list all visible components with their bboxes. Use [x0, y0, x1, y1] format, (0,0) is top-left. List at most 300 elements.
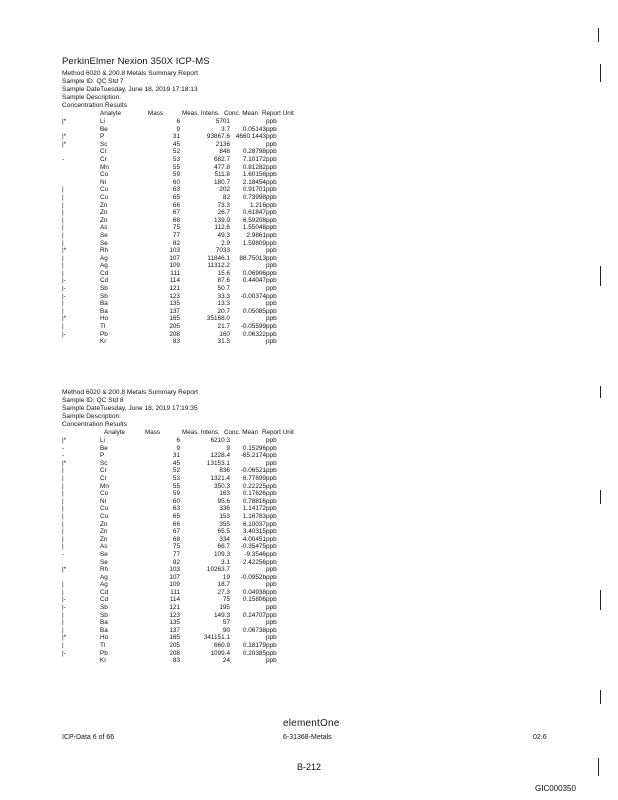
analyte-cell: Cr	[100, 474, 107, 482]
conc-cell: 1.59809	[242, 239, 266, 247]
mass-cell: 52	[172, 467, 180, 475]
row-mark: |*	[62, 634, 67, 642]
conc-cell: 0.24707	[242, 611, 266, 619]
intensity-cell: 21.7	[217, 323, 230, 331]
analyte-cell: Ag	[100, 254, 108, 262]
mass-cell: 67	[172, 209, 180, 217]
analyte-cell: Li	[100, 118, 105, 125]
table-row	[62, 596, 352, 604]
intensity-cell: 195	[219, 604, 230, 612]
mass-cell: 75	[172, 224, 180, 232]
conc-cell: 0.18179	[242, 642, 266, 650]
unit-cell: ppb	[266, 262, 277, 270]
conc-cell: 6.10037	[242, 520, 266, 528]
conc-cell: 6.59208	[242, 216, 266, 224]
intensity-cell: 660.9	[214, 642, 230, 650]
row-mark: |-	[62, 277, 66, 285]
unit-cell: ppb	[266, 133, 277, 141]
mass-cell: 68	[172, 216, 180, 224]
conc-cell: 88.75013	[239, 254, 266, 262]
mass-cell: 114	[169, 277, 180, 285]
unit-cell: ppb	[266, 330, 277, 338]
conc-cell: 0.06906	[242, 269, 266, 277]
intensity-cell: 341151.1	[203, 634, 230, 642]
analyte-cell: Kr	[100, 338, 107, 346]
analyte-cell: Pb	[100, 330, 108, 338]
col-mass-header: Mass	[148, 110, 164, 117]
row-mark: |-	[62, 604, 66, 612]
table-row	[62, 308, 352, 316]
unit-cell: ppb	[266, 171, 277, 179]
unit-cell: ppb	[266, 528, 277, 536]
margin-mark	[600, 64, 605, 82]
mass-cell: 63	[172, 186, 180, 194]
intensity-cell: 5701	[215, 118, 230, 125]
row-mark: |*	[62, 140, 67, 148]
unit-cell: ppb	[266, 178, 277, 186]
mass-cell: 165	[169, 634, 180, 642]
mass-cell: 60	[172, 497, 180, 505]
analyte-cell: Cd	[100, 588, 109, 596]
intensity-cell: 90	[222, 626, 230, 634]
table-row	[62, 627, 352, 635]
intensity-cell: 1099.4	[210, 649, 230, 657]
table-row	[62, 581, 352, 589]
row-mark: |-	[62, 292, 66, 300]
conc-cell: 0.22225	[242, 482, 266, 490]
mass-cell: 111	[170, 588, 180, 596]
mass-cell: 9	[176, 444, 180, 452]
table-row	[62, 126, 352, 134]
intensity-cell: 27.3	[217, 588, 230, 596]
unit-cell: ppb	[266, 247, 277, 255]
row-mark: |	[62, 186, 64, 194]
conc-cell: 0.20385	[242, 649, 266, 657]
row-mark: |	[62, 231, 64, 239]
table-row	[62, 171, 352, 179]
mass-cell: 53	[172, 474, 180, 482]
mass-cell: 63	[172, 505, 180, 513]
row-mark: -	[62, 550, 65, 558]
mass-cell: 52	[172, 148, 180, 156]
intensity-cell: 13153.1	[206, 459, 230, 467]
intensity-cell: 109.3	[214, 550, 230, 558]
intensity-cell: 31.3	[217, 338, 230, 346]
section1-method: Method 6020 & 200.8 Metals Summary Report	[62, 70, 198, 77]
table-row	[62, 240, 352, 248]
col-intensity-header: Meas. Intens.	[182, 110, 220, 117]
table-row	[62, 505, 352, 513]
section1-description: Sample Description:	[62, 94, 122, 101]
analyte-cell: Kr	[100, 657, 107, 665]
table-row	[62, 650, 352, 658]
table-row	[62, 285, 352, 293]
intensity-cell: 3.7	[221, 125, 230, 133]
analyte-cell: Sb	[100, 604, 108, 612]
row-mark: -	[62, 155, 65, 163]
analyte-cell: Ag	[100, 573, 108, 581]
conc-cell: -0.0952b	[240, 573, 266, 581]
table-row	[62, 293, 352, 301]
mass-cell: 65	[172, 512, 180, 520]
unit-cell: ppb	[266, 140, 277, 148]
conc-cell: -65.2174	[240, 452, 266, 460]
margin-mark	[598, 28, 603, 42]
row-mark: |*	[62, 247, 67, 255]
section2-method: Method 6020 & 200.8 Metals Summary Report	[62, 389, 198, 396]
mass-cell: 109	[169, 262, 180, 270]
unit-cell: ppb	[266, 558, 277, 566]
intensity-cell: 355	[219, 520, 230, 528]
unit-cell: ppb	[266, 239, 277, 247]
unit-cell: ppb	[266, 505, 277, 513]
unit-cell: ppb	[266, 573, 277, 581]
table-row	[62, 148, 352, 156]
table-row	[62, 445, 352, 453]
report-title: PerkinElmer Nexion 350X ICP-MS	[62, 56, 210, 67]
conc-cell: 0.17626	[242, 490, 266, 498]
conc-cell: 7.10172	[242, 155, 266, 163]
mass-cell: 75	[172, 543, 180, 551]
analyte-cell: Tl	[100, 323, 106, 331]
conc-cell: 3.40315	[242, 528, 266, 536]
unit-cell: ppb	[266, 459, 277, 467]
page-number: B-212	[297, 762, 322, 772]
conc-cell: 0.15806	[242, 596, 266, 604]
table-row	[62, 521, 352, 529]
mass-cell: 114	[169, 596, 180, 604]
unit-cell: ppb	[266, 490, 277, 498]
intensity-cell: 49.3	[217, 231, 230, 239]
table-row	[62, 209, 352, 217]
analyte-cell: Rh	[100, 247, 109, 255]
conc-cell: -9.3546	[244, 550, 266, 558]
row-mark: |	[62, 201, 64, 209]
unit-cell: ppb	[266, 155, 277, 163]
row-mark: |*	[62, 133, 67, 141]
row-mark: |	[62, 209, 64, 217]
analyte-cell: Ho	[100, 315, 109, 323]
unit-cell: ppb	[266, 649, 277, 657]
col-unit-header-2: Report Unit	[262, 429, 294, 436]
unit-cell: ppb	[266, 323, 277, 331]
mass-cell: 55	[172, 482, 180, 490]
intensity-cell: 50.7	[217, 285, 230, 293]
mass-cell: 60	[172, 178, 180, 186]
intensity-cell: 87.6	[217, 277, 230, 285]
table-row	[62, 186, 352, 194]
intensity-cell: 848	[219, 148, 230, 156]
analyte-cell: P	[100, 452, 105, 460]
conc-cell: 0.06738	[242, 626, 266, 634]
section2-sample-date: Sample DateTuesday, June 18, 2019 17:19:35	[62, 405, 198, 412]
mass-cell: 53	[172, 155, 180, 163]
unit-cell: ppb	[266, 634, 277, 642]
table-row	[62, 467, 352, 475]
intensity-cell: 19	[222, 573, 230, 581]
conc-cell: 2.18454	[242, 178, 266, 186]
footer-left: ICP-Data 6 of 66	[62, 734, 115, 741]
mass-cell: 31	[172, 133, 180, 141]
intensity-cell: 10263.7	[206, 566, 230, 574]
intensity-cell: 153	[219, 512, 230, 520]
intensity-cell: 202	[219, 186, 230, 194]
table-row	[62, 589, 352, 597]
analyte-cell: Co	[100, 171, 109, 179]
row-mark: |	[62, 520, 64, 528]
unit-cell: ppb	[266, 474, 277, 482]
table-row	[62, 141, 352, 149]
row-mark: |	[62, 239, 64, 247]
analyte-cell: Sc	[100, 140, 108, 148]
footer-center: 6-31368-Metals	[283, 734, 332, 741]
mass-cell: 121	[169, 285, 180, 293]
intensity-cell: 682.7	[214, 155, 230, 163]
conc-cell: 0.06322	[242, 330, 266, 338]
conc-cell: 0.15296	[242, 444, 266, 452]
analyte-cell: Ba	[100, 307, 108, 315]
analyte-cell: Pb	[100, 649, 108, 657]
analyte-cell: Ni	[100, 497, 107, 505]
col-conc-header-2: Conc. Mean	[224, 429, 258, 436]
intensity-cell: 180.7	[214, 178, 230, 186]
section1-sample-date: Sample DateTuesday, June 18, 2019 17:18:13	[62, 86, 198, 93]
unit-cell: ppb	[266, 285, 277, 293]
margin-mark	[600, 386, 605, 398]
table-row	[62, 604, 352, 612]
analyte-cell: Sb	[100, 611, 108, 619]
intensity-cell: 511.8	[214, 171, 230, 179]
row-mark: |	[62, 581, 64, 589]
analyte-cell: Cu	[100, 512, 109, 520]
intensity-cell: 350.3	[214, 482, 230, 490]
table-row	[62, 642, 352, 650]
table-row	[62, 634, 352, 642]
row-mark: |	[62, 619, 64, 627]
unit-cell: ppb	[266, 543, 277, 551]
row-mark: |*	[62, 437, 67, 444]
table-row	[62, 566, 352, 574]
row-mark: |-	[62, 285, 66, 293]
table-row	[62, 164, 352, 172]
mass-cell: 135	[169, 619, 180, 627]
mass-cell: 66	[172, 201, 180, 209]
row-mark: |	[62, 626, 64, 634]
row-mark: |	[62, 497, 64, 505]
analyte-cell: Cu	[100, 186, 109, 194]
section2-sample-id: Sample ID: QC Std 8	[62, 397, 124, 404]
row-mark: -	[62, 452, 65, 460]
unit-cell: ppb	[266, 535, 277, 543]
row-mark: |	[62, 323, 64, 331]
table-row	[62, 437, 352, 445]
unit-cell: ppb	[266, 626, 277, 634]
margin-mark	[600, 690, 605, 704]
analyte-cell: Co	[100, 490, 109, 498]
unit-cell: ppb	[266, 163, 277, 171]
row-mark: |-	[62, 330, 66, 338]
mass-cell: 59	[172, 171, 180, 179]
table-row	[62, 483, 352, 491]
intensity-cell: 57	[222, 619, 230, 627]
unit-cell: ppb	[266, 300, 277, 308]
table-row	[62, 194, 352, 202]
conc-cell: -0.05599	[240, 323, 266, 331]
mass-cell: 82	[172, 558, 180, 566]
intensity-cell: 66.7	[217, 543, 230, 551]
analyte-cell: Zn	[100, 535, 108, 543]
mass-cell: 205	[169, 642, 180, 650]
conc-cell: 1.216	[250, 201, 266, 209]
row-mark: |	[62, 269, 64, 277]
intensity-cell: 65.5	[217, 528, 230, 536]
conc-cell: -0.00374	[240, 292, 266, 300]
table-row	[62, 528, 352, 536]
analyte-cell: Ni	[100, 178, 107, 186]
analyte-cell: Cr	[100, 148, 107, 156]
table-row	[62, 452, 352, 460]
conc-cell: 0.04938	[242, 588, 266, 596]
unit-cell: ppb	[266, 193, 277, 201]
conc-cell: 0.73998	[242, 193, 266, 201]
mass-cell: 83	[172, 338, 180, 346]
conc-cell: 0.44047	[242, 277, 266, 285]
analyte-cell: Be	[100, 444, 108, 452]
analyte-cell: Se	[100, 231, 108, 239]
table-row	[62, 551, 352, 559]
conc-cell: -0.06521	[240, 467, 266, 475]
mass-cell: 107	[169, 573, 180, 581]
unit-cell: ppb	[266, 125, 277, 133]
margin-mark	[600, 590, 605, 610]
conc-cell: 1.16783	[242, 512, 266, 520]
col-intensity-header-2: Meas. Intens.	[182, 429, 220, 436]
row-mark: |	[62, 300, 64, 308]
row-mark: |*	[62, 118, 67, 125]
section2-results-label: Concentration Results	[62, 421, 127, 428]
analyte-cell: Rh	[100, 566, 109, 574]
analyte-cell: Cu	[100, 505, 109, 513]
intensity-cell: 15.6	[217, 269, 230, 277]
document-id: GIC000350	[535, 784, 576, 793]
conc-cell: 1.55048	[242, 224, 266, 232]
analyte-cell: Ba	[100, 300, 108, 308]
row-mark: |	[62, 307, 64, 315]
table-row	[62, 300, 352, 308]
intensity-cell: 82	[222, 193, 230, 201]
unit-cell: ppb	[266, 642, 277, 650]
mass-cell: 165	[169, 315, 180, 323]
mass-cell: 67	[172, 528, 180, 536]
unit-cell: ppb	[266, 467, 277, 475]
table-row	[62, 156, 352, 164]
unit-cell: ppb	[266, 315, 277, 323]
analyte-cell: As	[100, 224, 108, 232]
row-mark: |	[62, 642, 64, 650]
col-analyte-header-2: Analyte	[104, 429, 126, 436]
mass-cell: 137	[169, 307, 180, 315]
analyte-cell: Be	[100, 125, 108, 133]
margin-mark	[598, 758, 603, 776]
mass-cell: 55	[172, 163, 180, 171]
table-row	[62, 612, 352, 620]
mass-cell: 59	[172, 490, 180, 498]
unit-cell: ppb	[266, 604, 277, 612]
analyte-cell: Ag	[100, 262, 108, 270]
unit-cell: ppb	[266, 254, 277, 262]
analyte-cell: Ag	[100, 581, 108, 589]
unit-cell: ppb	[266, 201, 277, 209]
row-mark: |*	[62, 315, 67, 323]
row-mark: |-	[62, 596, 66, 604]
col-unit-header: Report Unit	[262, 110, 294, 117]
conc-cell: 1.60156	[242, 171, 266, 179]
intensity-cell: 95.6	[217, 497, 230, 505]
mass-cell: 31	[172, 452, 180, 460]
analyte-cell: Cr	[100, 467, 107, 475]
table-row	[62, 559, 352, 567]
intensity-cell: 9	[226, 444, 230, 452]
intensity-cell: 73.3	[217, 201, 230, 209]
col-analyte-header: Analyte	[100, 110, 122, 117]
intensity-cell: 477.8	[214, 163, 230, 171]
conc-cell: 0.78816	[242, 497, 266, 505]
analyte-cell: Cd	[100, 277, 109, 285]
mass-cell: 137	[169, 626, 180, 634]
analyte-cell: Mn	[100, 482, 109, 490]
row-mark: |	[62, 474, 64, 482]
intensity-cell: 836	[219, 467, 230, 475]
mass-cell: 82	[172, 239, 180, 247]
unit-cell: ppb	[266, 209, 277, 217]
table-row	[62, 262, 352, 270]
unit-cell: ppb	[266, 512, 277, 520]
unit-cell: ppb	[266, 292, 277, 300]
table-row	[62, 232, 352, 240]
mass-cell: 6	[176, 437, 180, 444]
intensity-cell: 139.9	[214, 216, 230, 224]
conc-cell: 0.05143	[242, 125, 266, 133]
unit-cell: ppb	[266, 611, 277, 619]
analyte-cell: P	[100, 133, 105, 141]
row-mark: |	[62, 482, 64, 490]
unit-cell: ppb	[266, 497, 277, 505]
analyte-cell: As	[100, 543, 108, 551]
mass-cell: 103	[169, 247, 180, 255]
mass-cell: 123	[169, 611, 180, 619]
table-row	[62, 270, 352, 278]
intensity-cell: 7033	[215, 247, 230, 255]
intensity-cell: 1228.4	[210, 452, 230, 460]
table-row	[62, 323, 352, 331]
analyte-cell: Tl	[100, 642, 106, 650]
intensity-cell: 20.7	[217, 307, 230, 315]
intensity-cell: 3.1	[221, 558, 230, 566]
unit-cell: ppb	[266, 619, 277, 627]
conc-cell: 4.00451	[242, 535, 266, 543]
intensity-cell: 2.9	[221, 239, 230, 247]
row-mark: -	[62, 444, 65, 452]
analyte-cell: Cd	[100, 596, 109, 604]
analyte-cell: Ho	[100, 634, 109, 642]
mass-cell: 103	[169, 566, 180, 574]
mass-cell: 205	[169, 323, 180, 331]
table-row	[62, 224, 352, 232]
unit-cell: ppb	[266, 596, 277, 604]
analyte-cell: Mn	[100, 163, 109, 171]
unit-cell: ppb	[266, 520, 277, 528]
row-mark: |	[62, 543, 64, 551]
